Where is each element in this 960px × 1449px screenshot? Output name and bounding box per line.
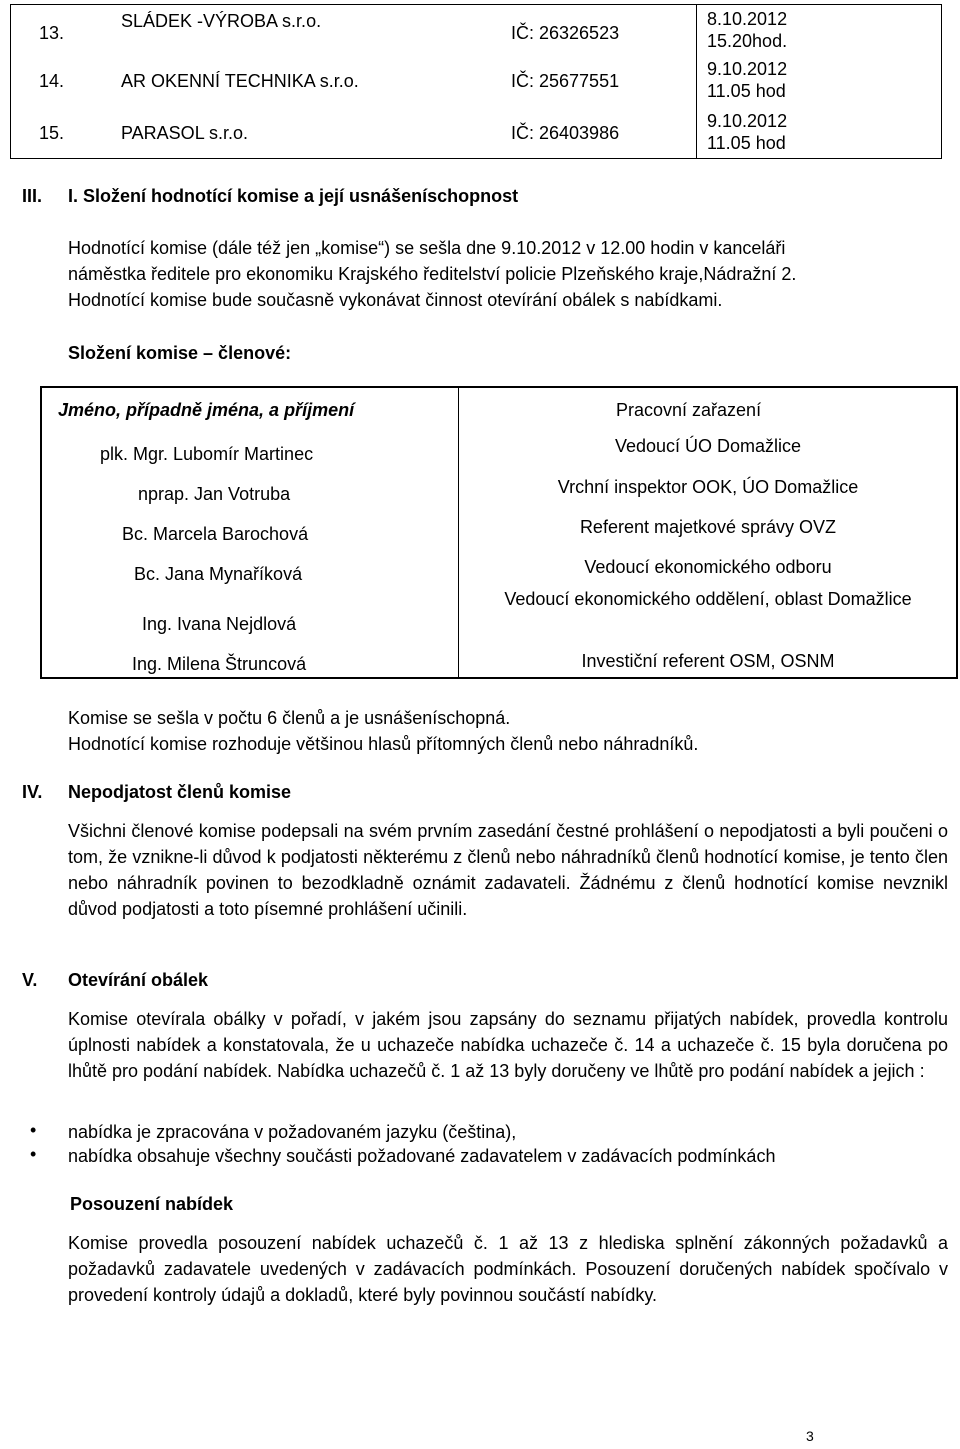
section-number: IV. bbox=[22, 782, 43, 802]
page-number: 3 bbox=[806, 1428, 814, 1444]
bullet-icon: • bbox=[30, 1144, 37, 1164]
members-title: Složení komise – členové: bbox=[68, 343, 292, 363]
company-name: AR OKENNÍ TECHNIKA s.r.o. bbox=[121, 71, 359, 91]
list-item: nabídka obsahuje všechny součásti požadované zadavatelem v zadávacích podmínkách bbox=[68, 1146, 776, 1166]
members-table bbox=[40, 386, 958, 679]
bullet-icon: • bbox=[30, 1120, 37, 1140]
company-ic: IČ: 25677551 bbox=[511, 71, 620, 91]
section-heading: I. Složení hodnotící komise a její usnášeníschopnost bbox=[68, 186, 519, 206]
paragraph-line: Hodnotící komise rozhoduje většinou hlasů přítomných členů nebo náhradníků. bbox=[68, 734, 699, 754]
member-role: Vrchní inspektor OOK, ÚO Domažlice bbox=[557, 477, 859, 497]
list-item: nabídka je zpracována v požadovaném jazyku (čeština), bbox=[68, 1122, 517, 1142]
delivery-time: 11.05 hod bbox=[707, 133, 786, 153]
member-role: Referent majetkové správy OVZ bbox=[579, 517, 837, 537]
paragraph-line: Komise se sešla v počtu 6 členů a je usnášeníschopná. bbox=[68, 708, 511, 728]
table-divider bbox=[696, 5, 697, 158]
paragraph: Komise provedla posouzení nabídek uchazečů č. 1 až 13 z hlediska splnění zákonných požadavků a požadavků zadavatele uvedených v zadávacích podmínkách. Posouzení doručených nabídek spočívalo v provedení kontroly údajů a dokladů, které byly povinnou součástí nabídky. bbox=[68, 1233, 948, 1305]
column-header-role: Pracovní zařazení bbox=[616, 400, 762, 420]
member-role: Vedoucí ekonomického oddělení, oblast Domažlice bbox=[504, 589, 912, 609]
section-heading: Nepodjatost členů komise bbox=[68, 782, 292, 802]
member-name: Bc. Marcela Barochová bbox=[122, 524, 309, 544]
member-name: Ing. Milena Štruncová bbox=[132, 654, 307, 674]
row-number: 15. bbox=[39, 123, 65, 143]
member-role: Investiční referent OSM, OSNM bbox=[581, 651, 835, 671]
paragraph: Všichni členové komise podepsali na svém prvním zasedání čestné prohlášení o nepodjatosti a byli poučeni o tom, že vznikne-li důvod k podjatosti některému z členů nebo náhradníků členů hodnotící komise, je tento člen nebo náhradník povinen to bezodkladně oznámit zadavateli. Žádnému z členů hodnotící komise nevznikl důvod podjatosti a toto písemné prohlášení učinili. bbox=[68, 821, 948, 919]
section-heading: Otevírání obálek bbox=[68, 970, 209, 990]
delivery-time: 15.20hod. bbox=[707, 31, 788, 51]
bidders-table bbox=[10, 4, 942, 159]
company-name: SLÁDEK -VÝROBA s.r.o. bbox=[121, 11, 322, 31]
paragraph-line: Hodnotící komise (dále též jen „komise“) se sešla dne 9.10.2012 v 12.00 hodin v kanceláři bbox=[68, 238, 786, 258]
member-name: Ing. Ivana Nejdlová bbox=[142, 614, 297, 634]
member-role: Vedoucí ekonomického odboru bbox=[584, 557, 832, 577]
subsection-heading: Posouzení nabídek bbox=[70, 1194, 234, 1214]
delivery-date: 9.10.2012 bbox=[707, 59, 788, 79]
delivery-date: 8.10.2012 bbox=[707, 9, 788, 29]
column-header-name: Jméno, případně jména, a příjmení bbox=[58, 400, 355, 420]
member-name: nprap. Jan Votruba bbox=[138, 484, 291, 504]
row-number: 14. bbox=[39, 71, 65, 91]
paragraph: Komise otevírala obálky v pořadí, v jakém jsou zapsány do seznamu přijatých nabídek, provedla kontrolu úplnosti nabídek a konstatovala, že u uchazeče nabídka uchazeče č. 14 a uchazeče č. 15 byla doručena po lhůtě pro podání nabídek. Nabídka uchazečů č. 1 až 13 byly doručeny ve lhůtě pro podání nabídek a jejich : bbox=[68, 1009, 948, 1081]
paragraph-line: Hodnotící komise bude současně vykonávat činnost otevírání obálek s nabídkami. bbox=[68, 290, 723, 310]
delivery-date: 9.10.2012 bbox=[707, 111, 788, 131]
member-role: Vedoucí ÚO Domažlice bbox=[614, 436, 802, 456]
company-name: PARASOL s.r.o. bbox=[121, 123, 249, 143]
company-ic: IČ: 26326523 bbox=[511, 23, 620, 43]
row-number: 13. bbox=[39, 23, 65, 43]
delivery-time: 11.05 hod bbox=[707, 81, 786, 101]
member-name: plk. Mgr. Lubomír Martinec bbox=[100, 444, 314, 464]
section-number: III. bbox=[22, 186, 43, 206]
paragraph-line: náměstka ředitele pro ekonomiku Krajského ředitelství policie Plzeňského kraje,Nádražní 2. bbox=[68, 264, 797, 284]
member-name: Bc. Jana Mynaříková bbox=[134, 564, 303, 584]
section-number: V. bbox=[22, 970, 38, 990]
company-ic: IČ: 26403986 bbox=[511, 123, 620, 143]
